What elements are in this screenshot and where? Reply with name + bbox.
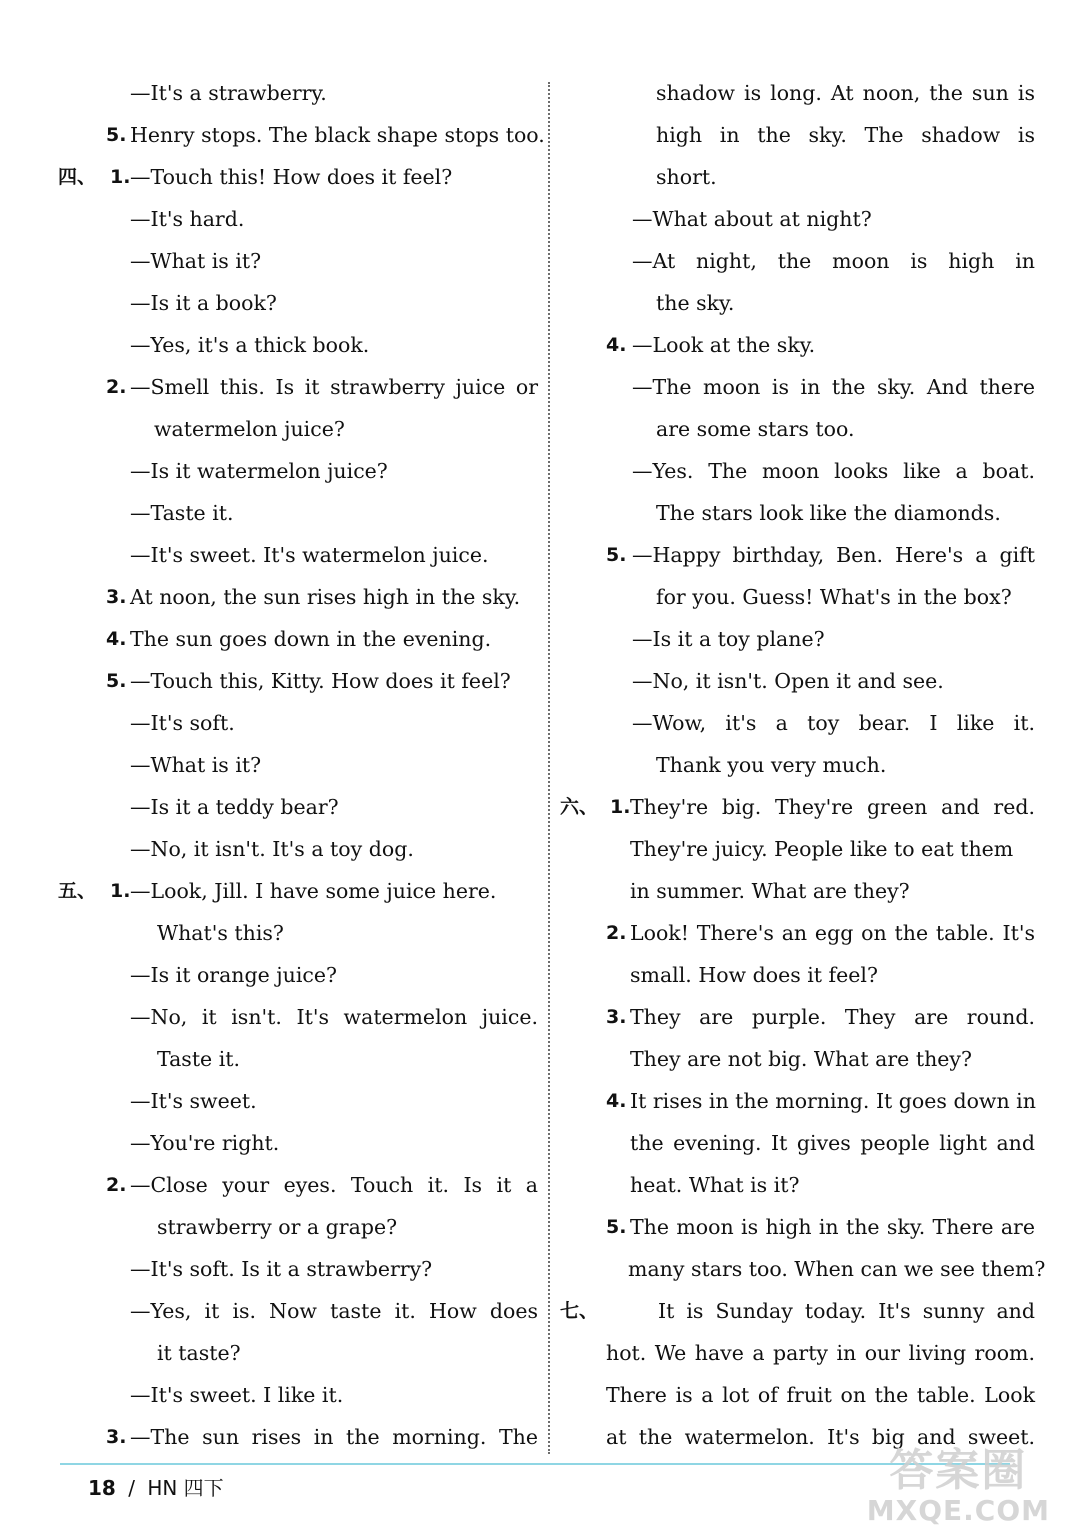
text-line (560, 72, 1035, 114)
item-number: 2. (606, 922, 627, 944)
line-text: —You're right. (130, 1131, 280, 1155)
line-text: It is Sunday today. It's sunny and (658, 1299, 1035, 1323)
text-line (58, 828, 538, 870)
line-text: Look! There's an egg on the table. It's (630, 921, 1035, 945)
line-text: —It's sweet. I like it. (130, 1383, 344, 1407)
text-line (58, 408, 538, 450)
item-number: 1. (110, 880, 131, 902)
item-number: 3. (106, 1426, 127, 1448)
text-line (560, 366, 1035, 408)
left-column (58, 72, 545, 1458)
line-text: At noon, the sun rises high in the sky. (130, 585, 521, 609)
line-text: are some stars too. (656, 417, 855, 441)
item-number: 4. (606, 334, 627, 356)
text-line (58, 870, 538, 912)
line-text: The sun goes down in the evening. (130, 627, 492, 651)
line-text: short. (656, 165, 717, 189)
text-line (58, 324, 538, 366)
line-text: There is a lot of fruit on the table. Look (606, 1383, 1035, 1407)
line-text: They are not big. What are they? (630, 1047, 972, 1071)
text-line (58, 1122, 538, 1164)
text-line (58, 156, 538, 198)
text-line (58, 282, 538, 324)
text-line (58, 492, 538, 534)
line-text: They're big. They're green and red. (630, 795, 1035, 819)
text-line (560, 786, 1035, 828)
text-line (58, 1248, 538, 1290)
line-text: Thank you very much. (656, 753, 887, 777)
text-line (560, 870, 1035, 912)
line-text: —What is it? (130, 753, 262, 777)
text-line (560, 954, 1035, 996)
text-line (560, 450, 1035, 492)
text-line (560, 744, 1035, 786)
line-text: —Smell this. Is it strawberry juice or (130, 375, 538, 399)
text-line (560, 240, 1035, 282)
text-line (560, 1290, 1035, 1332)
text-line (560, 492, 1035, 534)
text-line (560, 618, 1035, 660)
page-number: 18 (88, 1476, 116, 1500)
line-text: —Touch this, Kitty. How does it feel? (130, 669, 511, 693)
line-text: —What about at night? (632, 207, 872, 231)
line-text: —No, it isn't. Open it and see. (632, 669, 944, 693)
text-line (58, 72, 538, 114)
column-divider (548, 82, 550, 1454)
line-text: —It's soft. (130, 711, 235, 735)
line-text: —Look, Jill. I have some juice here. (130, 879, 497, 903)
line-text: —Close your eyes. Touch it. Is it a (130, 1173, 538, 1197)
line-text: for you. Guess! What's in the box? (656, 585, 1012, 609)
page-footer (88, 1472, 224, 1501)
item-number: 2. (106, 376, 127, 398)
line-text: Henry stops. The black shape stops too. (130, 123, 545, 147)
line-text: They are purple. They are round. (630, 1005, 1035, 1029)
line-text: at the watermelon. It's big and sweet. (606, 1425, 1035, 1449)
text-line (560, 996, 1035, 1038)
text-line (58, 1206, 538, 1248)
line-text: The stars look like the diamonds. (656, 501, 1001, 525)
line-text: —Taste it. (130, 501, 234, 525)
text-line (560, 156, 1035, 198)
line-text: —It's sweet. (130, 1089, 257, 1113)
line-text: —Is it watermelon juice? (130, 459, 388, 483)
text-line (560, 1206, 1035, 1248)
text-line (560, 198, 1035, 240)
text-line (560, 1080, 1035, 1122)
text-line (58, 786, 538, 828)
text-line (560, 282, 1035, 324)
item-number: 1. (110, 166, 131, 188)
line-text: —Touch this! How does it feel? (130, 165, 453, 189)
line-text: —Is it a toy plane? (632, 627, 825, 651)
text-line (560, 534, 1035, 576)
line-text: watermelon juice? (154, 417, 345, 441)
text-line (560, 324, 1035, 366)
text-line (560, 912, 1035, 954)
book-code: HN 四下 (147, 1476, 224, 1500)
text-line (58, 534, 538, 576)
text-line (58, 1290, 538, 1332)
text-line (560, 1332, 1035, 1374)
line-text: —No, it isn't. It's a toy dog. (130, 837, 414, 861)
line-text: strawberry or a grape? (157, 1215, 398, 1239)
section-marker: 五、 (58, 880, 97, 902)
line-text: —Wow, it's a toy bear. I like it. (632, 711, 1035, 735)
line-text: They're juicy. People like to eat them (630, 837, 1014, 861)
text-line (560, 660, 1035, 702)
text-line (58, 702, 538, 744)
text-line (58, 912, 538, 954)
text-line (560, 114, 1035, 156)
line-text: —Look at the sky. (632, 333, 816, 357)
text-line (58, 744, 538, 786)
text-line (560, 1038, 1035, 1080)
item-number: 5. (606, 1216, 627, 1238)
text-line (58, 1332, 538, 1374)
line-text: many stars too. When can we see them? (628, 1257, 1046, 1281)
line-text: the evening. It gives people light and (630, 1131, 1035, 1155)
item-number: 3. (606, 1006, 627, 1028)
line-text: —It's soft. Is it a strawberry? (130, 1257, 433, 1281)
watermark-url: MXQE.COM (866, 1494, 1050, 1527)
text-line (58, 576, 538, 618)
text-line (58, 1374, 538, 1416)
item-number: 5. (606, 544, 627, 566)
section-marker: 四、 (58, 166, 97, 188)
watermark-seal: 答案圈 (889, 1445, 1028, 1496)
line-text: The moon is high in the sky. There are (630, 1215, 1035, 1239)
text-line (560, 408, 1035, 450)
line-text: hot. We have a party in our living room. (606, 1341, 1035, 1365)
line-text: —It's hard. (130, 207, 245, 231)
watermark-logo (867, 1446, 1050, 1526)
line-text: What's this? (157, 921, 284, 945)
text-line (58, 114, 545, 156)
text-line (560, 1122, 1035, 1164)
text-line (58, 1416, 538, 1458)
text-line (560, 1164, 1035, 1206)
item-number: 1. (610, 796, 631, 818)
text-line (58, 954, 538, 996)
line-text: —The sun rises in the morning. The (130, 1425, 538, 1449)
text-line (560, 1248, 1046, 1290)
item-number: 4. (606, 1090, 627, 1112)
text-line (58, 1038, 538, 1080)
item-number: 5. (106, 670, 127, 692)
text-line (58, 618, 538, 660)
text-line (560, 828, 1035, 870)
line-text: —It's sweet. It's watermelon juice. (130, 543, 489, 567)
line-text: the sky. (656, 291, 735, 315)
text-line (560, 702, 1035, 744)
item-number: 5. (106, 124, 127, 146)
line-text: shadow is long. At noon, the sun is (656, 81, 1035, 105)
line-text: small. How does it feel? (630, 963, 878, 987)
line-text: Taste it. (157, 1047, 241, 1071)
section-marker: 七、 (560, 1300, 599, 1322)
line-text: high in the sky. The shadow is (656, 123, 1035, 147)
item-number: 3. (106, 586, 127, 608)
section-marker: 六、 (560, 796, 599, 818)
line-text: —It's a strawberry. (130, 81, 327, 105)
line-text: —Yes, it's a thick book. (130, 333, 370, 357)
item-number: 4. (106, 628, 127, 650)
line-text: —The moon is in the sky. And there (632, 375, 1035, 399)
line-text: —No, it isn't. It's watermelon juice. (130, 1005, 538, 1029)
text-line (58, 660, 538, 702)
text-line (58, 366, 538, 408)
text-line (58, 240, 538, 282)
line-text: heat. What is it? (630, 1173, 800, 1197)
line-text: —Is it orange juice? (130, 963, 338, 987)
line-text: in summer. What are they? (630, 879, 910, 903)
text-line (58, 450, 538, 492)
text-line (58, 996, 538, 1038)
right-column (560, 72, 1046, 1458)
line-text: —Is it a teddy bear? (130, 795, 339, 819)
line-text: —Yes. The moon looks like a boat. (632, 459, 1035, 483)
line-text: it taste? (157, 1341, 241, 1365)
text-line (58, 198, 538, 240)
line-text: —Yes, it is. Now taste it. How does (130, 1299, 538, 1323)
line-text: —At night, the moon is high in (632, 249, 1035, 273)
line-text: —Happy birthday, Ben. Here's a gift (632, 543, 1035, 567)
line-text: —What is it? (130, 249, 262, 273)
line-text: —Is it a book? (130, 291, 277, 315)
text-line (560, 576, 1035, 618)
text-line (560, 1374, 1035, 1416)
footer-separator: / (128, 1476, 135, 1500)
line-text: It rises in the morning. It goes down in (630, 1089, 1036, 1113)
text-line (58, 1080, 538, 1122)
text-line (58, 1164, 538, 1206)
item-number: 2. (106, 1174, 127, 1196)
